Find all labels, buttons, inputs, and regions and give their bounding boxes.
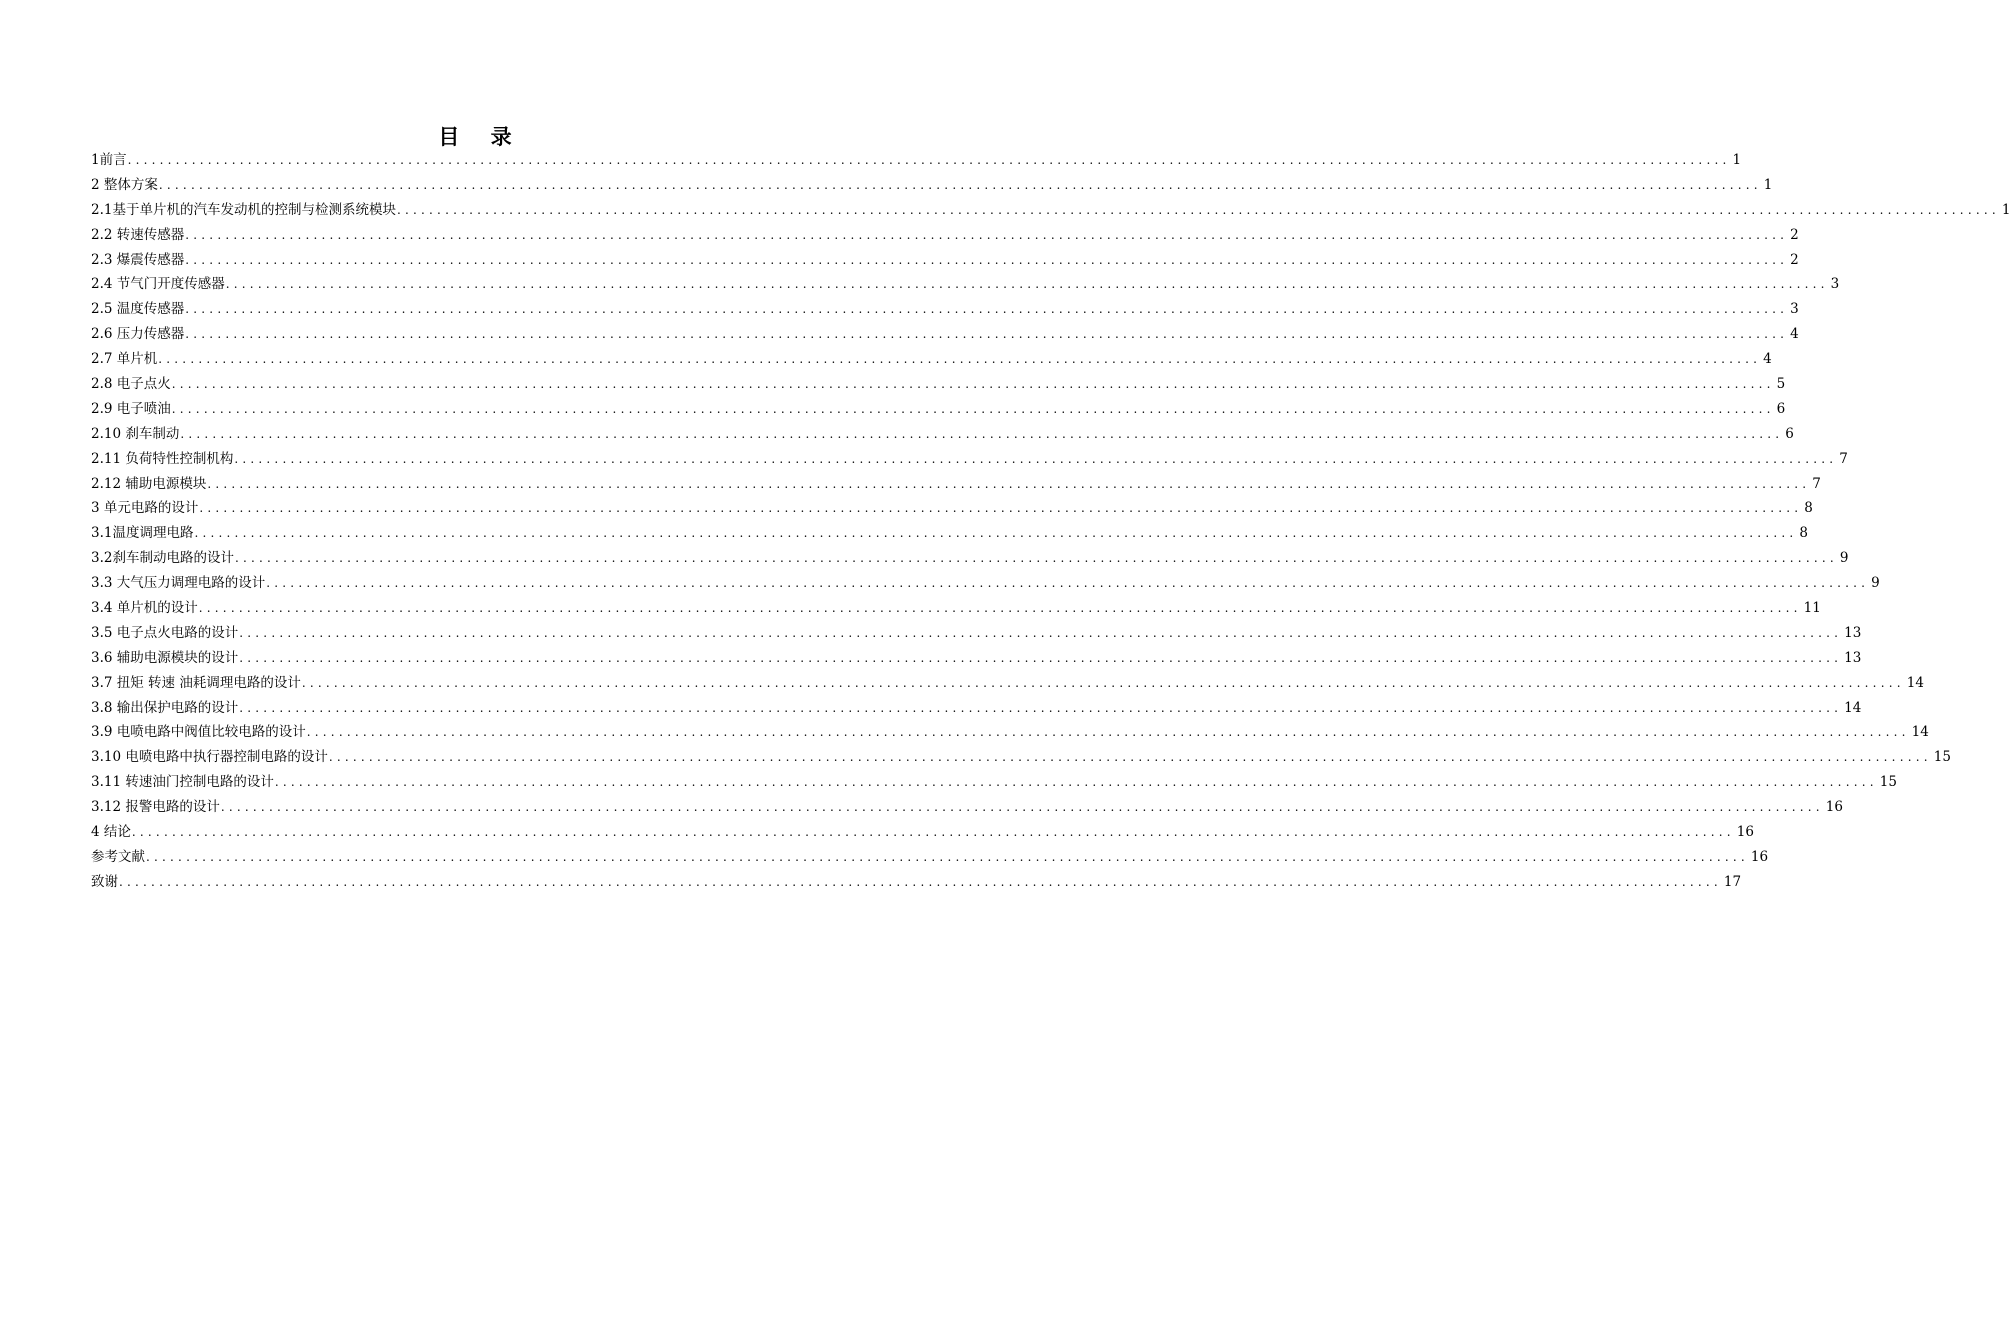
toc-leader-dots: ........................................................................................................................................................................................................ [180, 426, 1784, 441]
toc-entry-page: 13 [1844, 649, 1862, 666]
toc-entry-label: 2 整体方案 [91, 176, 158, 193]
toc-entry-label: 3.2刹车制动电路的设计 [91, 550, 234, 567]
toc-entry-label: 2.2 转速传感器 [91, 226, 185, 243]
toc-list [91, 148, 2010, 895]
toc-entry-page: 3 [1830, 276, 1840, 293]
toc-entry[interactable] [91, 596, 1821, 621]
toc-entry-label: 2.12 辅助电源模块 [91, 475, 207, 492]
toc-entry[interactable] [91, 571, 1880, 596]
toc-entry-label: 2.9 电子喷油 [91, 400, 171, 417]
toc-entry-label: 3.11 转速油门控制电路的设计 [91, 774, 274, 791]
toc-leader-dots: ........................................................................................................................................................................................................ [199, 501, 1803, 516]
toc-entry[interactable] [91, 870, 1742, 895]
toc-leader-dots: ........................................................................................................................................................................................................ [127, 152, 1731, 167]
toc-entry-label: 2.3 爆震传感器 [91, 251, 185, 268]
toc-entry-label: 3 单元电路的设计 [91, 500, 199, 517]
toc-entry-label: 2.1基于单片机的汽车发动机的控制与检测系统模块 [91, 201, 396, 218]
toc-entry[interactable] [91, 272, 1840, 297]
toc-leader-dots: ........................................................................................................................................................................................................ [234, 551, 1838, 566]
toc-entry-label: 1前言 [91, 151, 127, 168]
toc-entry-label: 3.1温度调理电路 [91, 525, 194, 542]
toc-leader-dots: ........................................................................................................................................................................................................ [328, 750, 1932, 765]
toc-entry[interactable] [91, 621, 1862, 646]
toc-entry[interactable] [91, 173, 1773, 198]
toc-entry-page: 6 [1776, 400, 1786, 417]
toc-entry[interactable] [91, 496, 1813, 521]
toc-entry-label: 3.6 辅助电源模块的设计 [91, 649, 239, 666]
toc-entry-label: 2.10 刹车制动 [91, 425, 180, 442]
toc-leader-dots: ........................................................................................................................................................................................................ [158, 352, 1762, 367]
toc-entry-label: 3.9 电喷电路中阀值比较电路的设计 [91, 724, 306, 741]
toc-entry-page: 14 [1844, 699, 1862, 716]
toc-entry-label: 参考文献 [91, 848, 145, 865]
toc-entry-page: 14 [1911, 724, 1929, 741]
toc-entry-label: 3.12 报警电路的设计 [91, 799, 220, 816]
toc-leader-dots: ........................................................................................................................................................................................................ [306, 725, 1910, 740]
toc-entry-page: 2 [1790, 226, 1799, 243]
toc-entry-page: 8 [1799, 525, 1808, 542]
toc-leader-dots: ........................................................................................................................................................................................................ [239, 650, 1843, 665]
toc-leader-dots: ........................................................................................................................................................................................................ [119, 874, 1722, 889]
toc-entry-page: 5 [1776, 376, 1786, 392]
toc-entry-label: 3.4 单片机的设计 [91, 600, 198, 617]
toc-entry-page: 16 [1750, 848, 1769, 865]
toc-entry-page: 9 [1871, 575, 1880, 592]
toc-entry-page: 8 [1804, 500, 1813, 517]
toc-leader-dots: ........................................................................................................................................................................................................ [207, 476, 1811, 491]
toc-entry[interactable] [91, 745, 1951, 770]
toc-entry[interactable] [91, 248, 1799, 273]
toc-entry[interactable] [91, 521, 1808, 546]
toc-entry[interactable] [91, 422, 1794, 447]
toc-entry-page: 1 [1763, 176, 1773, 193]
toc-entry-label: 3.8 输出保护电路的设计 [91, 699, 239, 716]
toc-entry-page: 4 [1763, 351, 1772, 368]
toc-entry-label: 3.10 电喷电路中执行器控制电路的设计 [91, 749, 328, 766]
toc-entry[interactable] [91, 671, 1924, 696]
toc-entry-label: 2.7 单片机 [91, 351, 158, 368]
toc-entry-page: 16 [1736, 824, 1754, 841]
toc-entry[interactable] [91, 696, 1862, 721]
toc-entry-page: 2 [1790, 251, 1799, 268]
toc-entry[interactable] [91, 347, 1772, 372]
toc-leader-dots: ........................................................................................................................................................................................................ [185, 302, 1789, 317]
toc-leader-dots: ........................................................................................................................................................................................................ [171, 401, 1775, 416]
toc-entry-page: 1 [1732, 151, 1742, 168]
toc-entry-page: 13 [1844, 624, 1862, 641]
toc-entry[interactable] [91, 820, 1754, 845]
toc-entry[interactable] [91, 297, 1799, 322]
toc-entry[interactable] [91, 646, 1862, 671]
toc-entry[interactable] [91, 770, 1897, 795]
toc-leader-dots: ........................................................................................................................................................................................................ [234, 451, 1838, 466]
toc-leader-dots: ........................................................................................................................................................................................................ [225, 277, 1829, 292]
toc-leader-dots: ........................................................................................................................................................................................................ [185, 252, 1789, 267]
toc-leader-dots: ........................................................................................................................................................................................................ [220, 800, 1824, 815]
toc-entry-page: 1 [2001, 201, 2010, 218]
toc-leader-dots: ........................................................................................................................................................................................................ [146, 849, 1749, 864]
toc-entry-label: 3.3 大气压力调理电路的设计 [91, 575, 266, 592]
toc-entry-label: 2.8 电子点火 [91, 376, 171, 392]
toc-leader-dots: ........................................................................................................................................................................................................ [185, 227, 1789, 242]
toc-leader-dots: ........................................................................................................................................................................................................ [185, 327, 1789, 342]
toc-entry-page: 14 [1906, 674, 1924, 691]
toc-entry-label: 2.11 负荷特性控制机构 [91, 450, 234, 467]
toc-leader-dots: ........................................................................................................................................................................................................ [171, 377, 1775, 391]
toc-entry-page: 3 [1790, 301, 1799, 318]
toc-entry[interactable] [91, 795, 1843, 820]
toc-leader-dots: ........................................................................................................................................................................................................ [301, 675, 1905, 690]
toc-leader-dots: ........................................................................................................................................................................................................ [239, 625, 1843, 640]
toc-entry-page: 15 [1879, 774, 1897, 791]
toc-leader-dots: ........................................................................................................................................................................................................ [266, 576, 1870, 591]
toc-entry-page: 6 [1785, 425, 1794, 442]
toc-entry[interactable] [91, 472, 1821, 497]
toc-leader-dots: ........................................................................................................................................................................................................ [198, 601, 1802, 616]
toc-entry[interactable] [91, 372, 1786, 397]
toc-entry-page: 17 [1723, 873, 1742, 890]
toc-leader-dots: ........................................................................................................................................................................................................ [194, 526, 1798, 541]
toc-leader-dots: ........................................................................................................................................................................................................ [396, 202, 2000, 217]
toc-entry-page: 7 [1839, 450, 1848, 467]
toc-entry-page: 9 [1839, 550, 1849, 567]
toc-entry[interactable] [91, 223, 1799, 248]
toc-entry[interactable] [91, 845, 1769, 870]
toc-entry-label: 致谢 [91, 873, 118, 890]
toc-entry-label: 2.5 温度传感器 [91, 301, 185, 318]
toc-entry-label: 3.7 扭矩 转速 油耗调理电路的设计 [91, 674, 301, 691]
toc-entry[interactable] [91, 322, 1799, 347]
toc-entry[interactable] [91, 447, 1848, 472]
toc-entry-page: 7 [1812, 475, 1821, 492]
toc-entry-label: 3.5 电子点火电路的设计 [91, 624, 239, 641]
toc-entry[interactable] [91, 720, 1929, 745]
toc-leader-dots: ........................................................................................................................................................................................................ [158, 177, 1762, 192]
toc-entry-page: 4 [1790, 326, 1799, 343]
toc-entry[interactable] [91, 148, 1742, 173]
toc-entry-label: 2.4 节气门开度传感器 [91, 276, 225, 293]
toc-leader-dots: ........................................................................................................................................................................................................ [274, 775, 1878, 790]
toc-entry[interactable] [91, 546, 1849, 571]
toc-entry-label: 4 结论 [91, 824, 131, 841]
toc-leader-dots: ........................................................................................................................................................................................................ [239, 700, 1843, 715]
toc-entry-page: 16 [1825, 799, 1843, 816]
toc-entry-page: 15 [1933, 749, 1951, 766]
toc-entry-page: 11 [1803, 600, 1821, 617]
toc-entry-label: 2.6 压力传感器 [91, 326, 185, 343]
toc-title: 目 录 [438, 124, 524, 149]
toc-leader-dots: ........................................................................................................................................................................................................ [131, 825, 1735, 840]
toc-entry[interactable] [91, 397, 1786, 422]
toc-entry[interactable] [91, 198, 2010, 223]
